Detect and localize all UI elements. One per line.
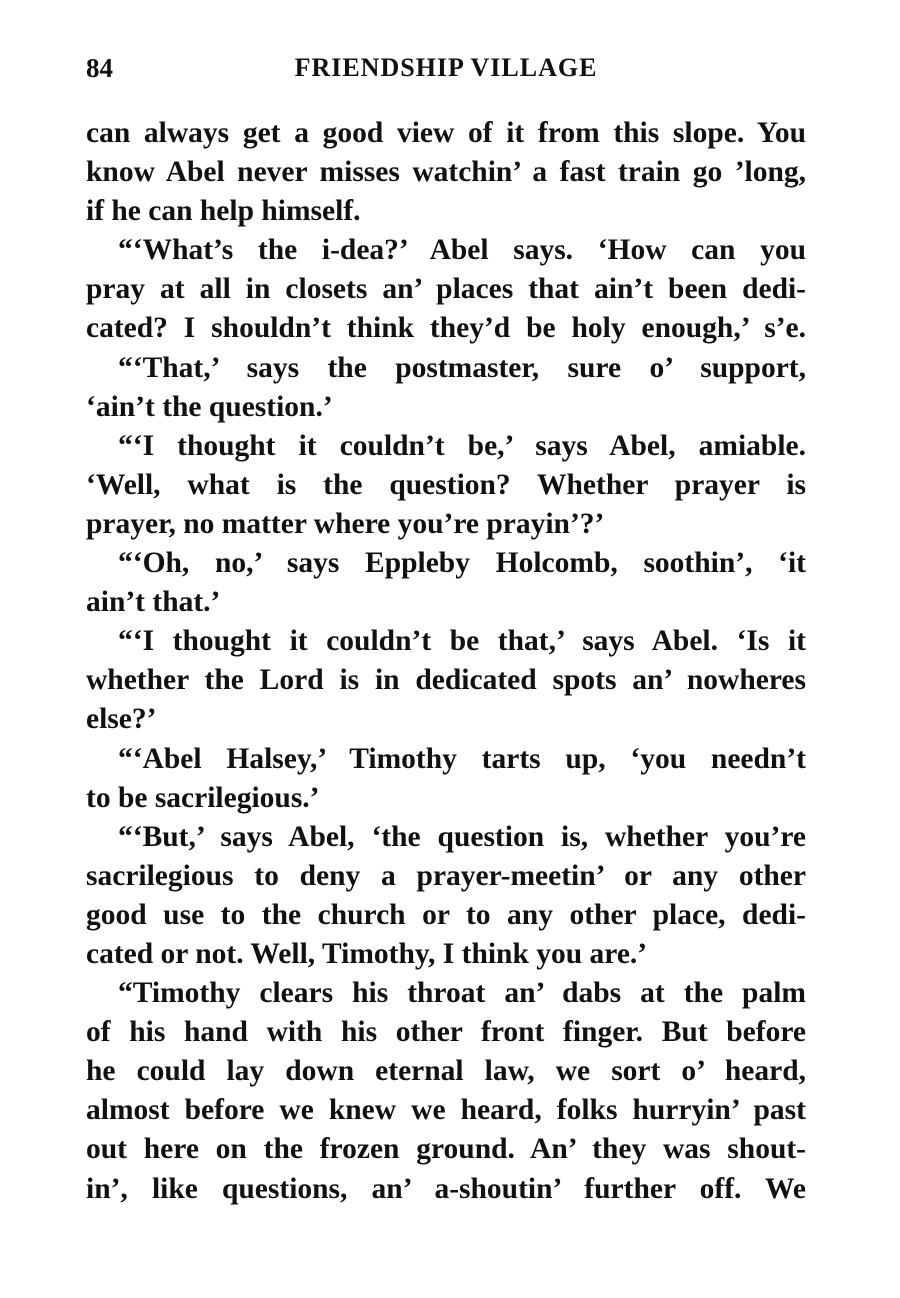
body-text bbox=[86, 114, 806, 1209]
page-header bbox=[86, 48, 806, 88]
text-line: cated or not. Well, Timothy, I think you are.’ bbox=[86, 937, 648, 970]
text-line: “Timothy clears his throat an’ dabs at the palm bbox=[118, 977, 806, 1010]
text-line: ain’t that.’ bbox=[86, 586, 221, 619]
text-line: can always get a good view of it from this slope. You bbox=[86, 117, 806, 149]
text-line: “‘But,’ says Abel, ‘the question is, whether you’re bbox=[118, 820, 806, 853]
page-number: 84 bbox=[86, 53, 113, 83]
text-line: whether the Lord is in dedicated spots an’ nowheres bbox=[86, 664, 806, 697]
text-line: ‘ain’t the question.’ bbox=[86, 390, 333, 423]
text-line: if he can help himself. bbox=[86, 195, 361, 228]
text-line: else?’ bbox=[86, 703, 157, 736]
text-line: ‘Well, what is the question? Whether prayer is bbox=[86, 468, 806, 501]
text-line: “‘That,’ says the postmaster, sure o’ support, bbox=[118, 351, 806, 384]
text-line: good use to the church or to any other place, dedi- bbox=[86, 898, 806, 931]
text-line: almost before we knew we heard, folks hurryin’ past bbox=[86, 1094, 806, 1127]
text-line: to be sacrilegious.’ bbox=[86, 781, 320, 814]
text-line: out here on the frozen ground. An’ they was shout- bbox=[86, 1133, 806, 1166]
text-line: of his hand with his other front finger. But before bbox=[86, 1016, 806, 1049]
text-line: prayer, no matter where you’re prayin’?’ bbox=[86, 507, 605, 540]
text-line: “‘What’s the i-dea?’ Abel says. ‘How can you bbox=[118, 234, 806, 267]
text-line: in’, like questions, an’ a-shoutin’ further off. We bbox=[86, 1172, 806, 1205]
text-line: “‘I thought it couldn’t be that,’ says Abel. ‘Is it bbox=[118, 625, 806, 658]
text-line: “‘Abel Halsey,’ Timothy tarts up, ‘you needn’t bbox=[118, 742, 806, 775]
text-line: “‘I thought it couldn’t be,’ says Abel, amiable. bbox=[118, 429, 806, 462]
running-head: FRIENDSHIP VILLAGE bbox=[294, 53, 598, 82]
text-line: cated? I shouldn’t think they’d be holy enough,’ s’e. bbox=[86, 312, 806, 345]
text-line: “‘Oh, no,’ says Eppleby Holcomb, soothin’, ‘it bbox=[118, 547, 806, 580]
text-line: he could lay down eternal law, we sort o’ heard, bbox=[86, 1055, 806, 1088]
text-line: know Abel never misses watchin’ a fast train go ’long, bbox=[86, 156, 806, 189]
text-line: sacrilegious to deny a prayer-meetin’ or any other bbox=[86, 859, 806, 892]
text-line: pray at all in closets an’ places that ain’t been dedi- bbox=[86, 273, 806, 306]
